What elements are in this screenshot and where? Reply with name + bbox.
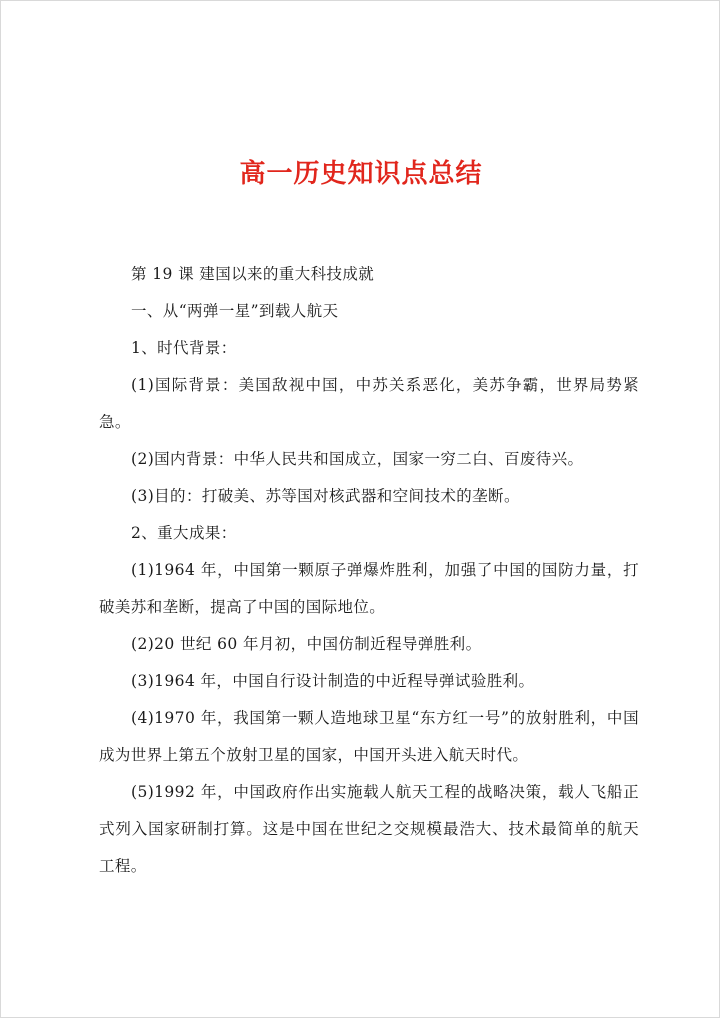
paragraph-atomic-bomb: (1)1964 年，中国第一颗原子弹爆炸胜利，加强了中国的国防力量，打破美苏和垄断，提高了中国的国际地位。 bbox=[99, 561, 639, 616]
paragraph-purpose: (3)目的：打破美、苏等国对核武器和空间技术的垄断。 bbox=[131, 487, 520, 505]
paragraph-domestic-background: (2)国内背景：中华人民共和国成立，国家一穷二白、百废待兴。 bbox=[131, 450, 584, 468]
paragraph-medium-range-missile: (3)1964 年，中国自行设计制造的中近程导弹试验胜利。 bbox=[131, 672, 535, 690]
subsection-background: 1、时代背景： bbox=[131, 339, 237, 357]
document-body bbox=[99, 256, 639, 885]
section-heading: 一、从“两弹一星”到载人航天 bbox=[131, 302, 339, 320]
paragraph-international-background: (1)国际背景：美国敌视中国，中苏关系恶化，美苏争霸，世界局势紧急。 bbox=[99, 376, 639, 431]
document-title: 高一历史知识点总结 bbox=[239, 159, 483, 189]
subsection-achievements: 2、重大成果： bbox=[131, 524, 237, 542]
paragraph-satellite: (4)1970 年，我国第一颗人造地球卫星“东方红一号”的放射胜利，中国成为世界上第五个放射卫星的国家，中国开头进入航天时代。 bbox=[99, 709, 639, 764]
paragraph-short-range-missile: (2)20 世纪 60 年月初，中国仿制近程导弹胜利。 bbox=[131, 635, 482, 653]
paragraph-manned-spaceflight: (5)1992 年，中国政府作出实施载人航天工程的战略决策，载人飞船正式列入国家研制打算。这是中国在世纪之交规模最浩大、技术最简单的航天工程。 bbox=[99, 783, 639, 875]
lesson-heading: 第 19 课 建国以来的重大科技成就 bbox=[131, 265, 375, 283]
